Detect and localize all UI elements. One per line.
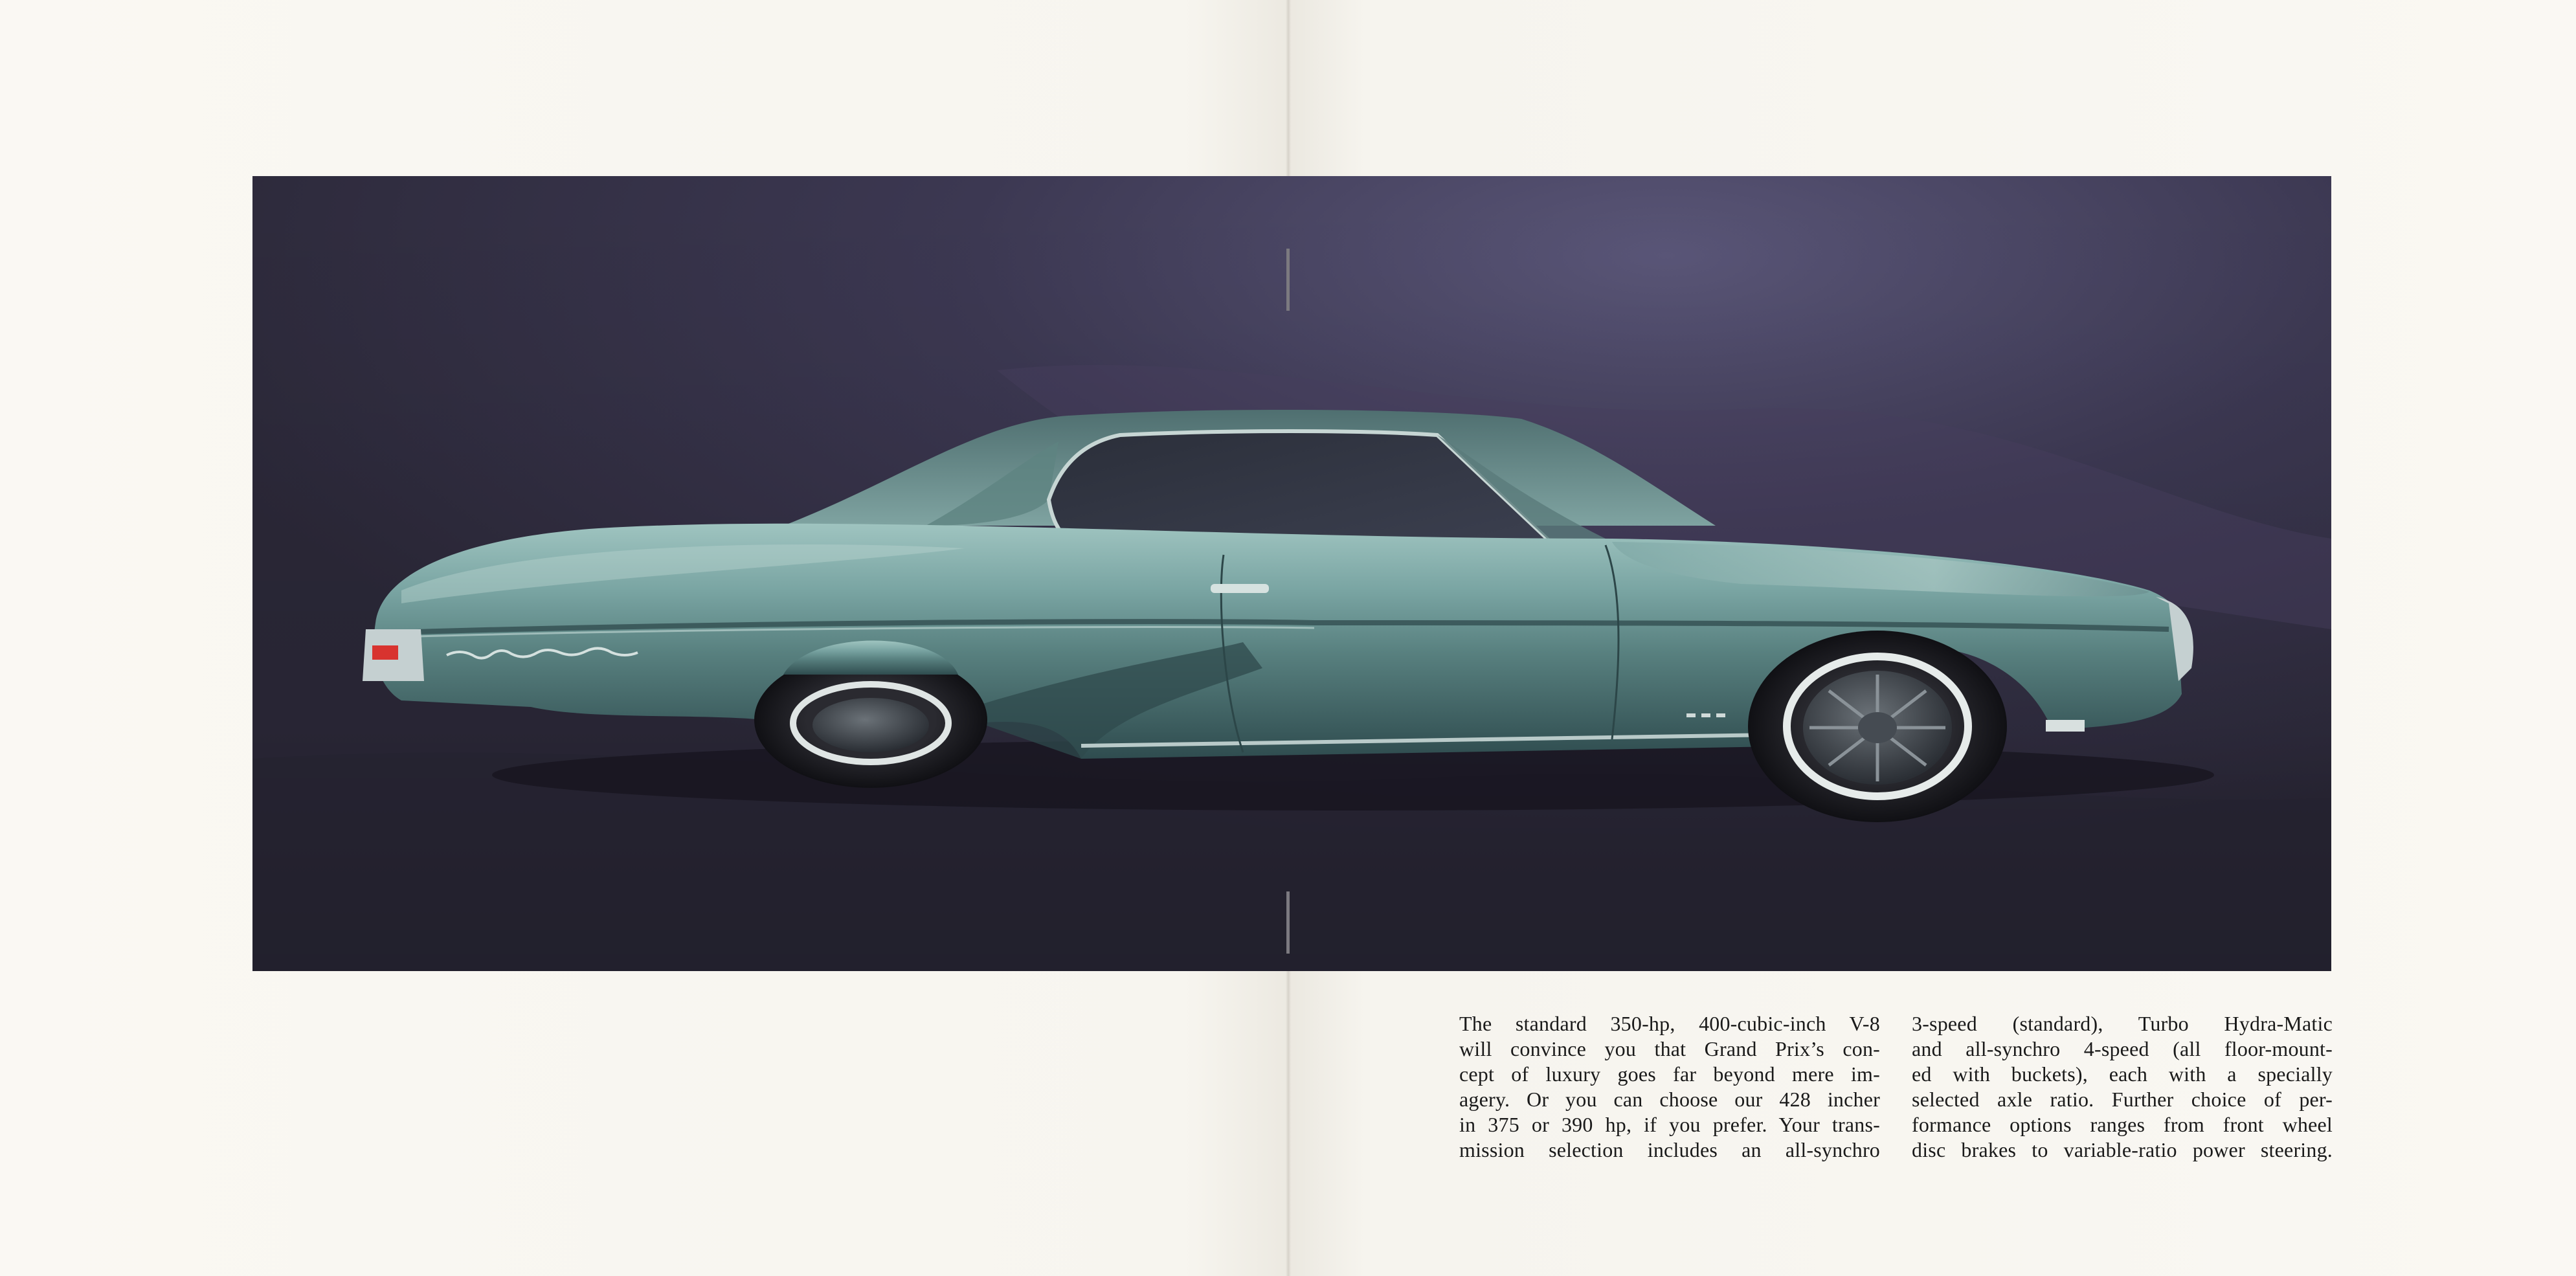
car-photo — [252, 176, 2331, 971]
copy-line: disc brakes to variable-ratio power steering. — [1912, 1138, 2333, 1161]
front-wheel — [1748, 631, 2007, 822]
body-copy-column-2 — [1912, 1011, 2333, 1163]
body-copy-column-1 — [1459, 1011, 1880, 1163]
taillight — [372, 645, 398, 660]
door-handle — [1211, 584, 1269, 593]
copy-line: formance options ranges from front wheel — [1912, 1113, 2333, 1136]
copy-line: cept of luxury goes far beyond mere im- — [1459, 1062, 1880, 1086]
car-illustration — [252, 176, 2331, 971]
copy-line: 3-speed (standard), Turbo Hydra-Matic — [1912, 1012, 2333, 1035]
staple-top — [1286, 249, 1290, 311]
copy-line: will convince you that Grand Prix’s con- — [1459, 1037, 1880, 1060]
copy-line: in 375 or 390 hp, if you prefer. Your trans- — [1459, 1113, 1880, 1136]
staple-bottom — [1286, 891, 1290, 954]
copy-line: The standard 350-hp, 400-cubic-inch V-8 — [1459, 1012, 1880, 1035]
fender-emblem — [1686, 713, 1725, 717]
copy-line: mission selection includes an all-synchro — [1459, 1138, 1880, 1161]
copy-line: and all-synchro 4-speed (all floor-mount- — [1912, 1037, 2333, 1060]
copy-line: ed with buckets), each with a specially — [1912, 1062, 2333, 1086]
copy-line: selected axle ratio. Further choice of per- — [1912, 1088, 2333, 1111]
copy-line: agery. Or you can choose our 428 incher — [1459, 1088, 1880, 1111]
